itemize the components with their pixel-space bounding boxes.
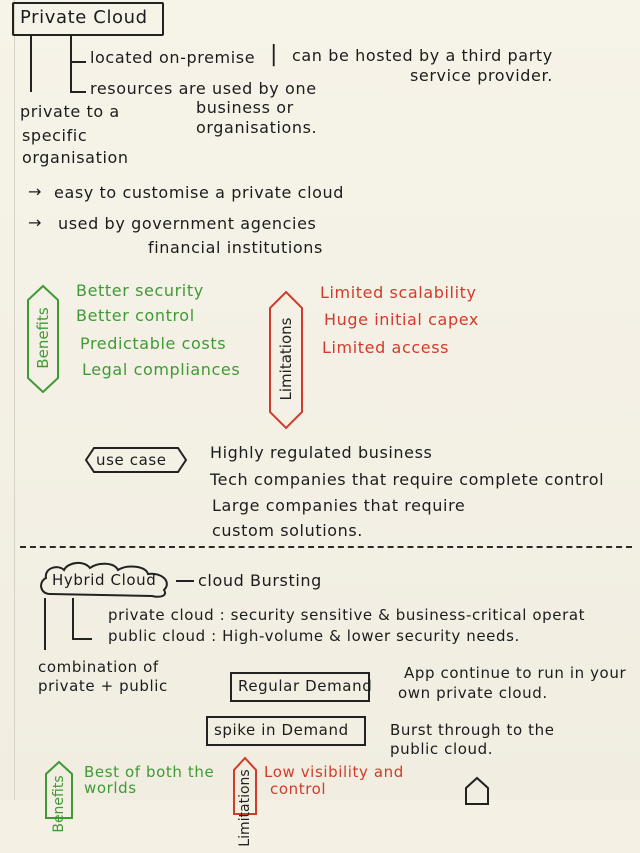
hybrid-limitation-item: Low visibility and <box>264 763 404 781</box>
private-side-note-2: specific <box>22 126 88 145</box>
partial-hexagon-cutoff <box>464 776 490 806</box>
hybrid-benefit-item: Best of both the <box>84 763 215 781</box>
hybrid-limitations-label: Limitations <box>237 769 253 847</box>
private-branch-separator: | <box>270 42 279 67</box>
private-branch-thirdparty-2: service provider. <box>410 66 553 85</box>
usecase-item: custom solutions. <box>212 521 363 540</box>
hybrid-limitation-item-2: control <box>270 780 327 798</box>
page-margin-line <box>14 0 15 800</box>
limitation-item: Huge initial capex <box>324 310 479 329</box>
limitation-item: Limited scalability <box>320 283 477 302</box>
usecase-item: Tech companies that require complete control <box>210 470 605 489</box>
hybrid-cloud-title: Hybrid Cloud <box>52 571 157 589</box>
limitation-item: Limited access <box>322 338 450 357</box>
private-point-usedby: used by government agencies <box>58 214 317 233</box>
hybrid-side-note-2: private + public <box>38 677 168 695</box>
hybrid-branch-bursting: cloud Bursting <box>198 571 322 590</box>
private-cloud-title: Private Cloud <box>20 7 148 28</box>
hybrid-benefits-label: Benefits <box>51 775 67 833</box>
tree-line <box>72 638 92 640</box>
hybrid-private-line: private cloud : security sensitive & business-critical operat <box>108 606 586 624</box>
private-branch-onpremise: located on-premise <box>90 48 256 67</box>
private-side-note-3: organisation <box>22 148 129 167</box>
tree-line <box>70 91 86 93</box>
private-branch-resources: resources are used by one <box>90 79 317 98</box>
benefits-label: Benefits <box>34 307 52 369</box>
limitations-label: Limitations <box>277 317 295 401</box>
spike-demand-desc-1: Burst through to the <box>390 721 555 739</box>
benefit-item: Predictable costs <box>80 334 227 353</box>
section-divider <box>20 546 632 548</box>
benefit-item: Better security <box>76 281 204 300</box>
tree-line <box>70 34 72 92</box>
private-point-usedby-2: financial institutions <box>148 238 323 257</box>
tree-line <box>44 598 46 650</box>
spike-demand-desc-2: public cloud. <box>390 740 494 758</box>
private-branch-resources-2: business or <box>196 98 294 117</box>
regular-demand-label: Regular Demand <box>238 677 373 695</box>
usecase-label: use case <box>96 451 167 469</box>
hybrid-public-line: public cloud : High-volume & lower security needs. <box>108 627 520 645</box>
tree-line <box>176 580 194 582</box>
benefit-item: Better control <box>76 306 195 325</box>
tree-line <box>30 34 32 92</box>
hybrid-benefit-item-2: worlds <box>84 779 137 797</box>
arrow-icon: → <box>28 213 43 232</box>
usecase-item: Large companies that require <box>212 496 466 515</box>
private-side-note-1: private to a <box>20 102 120 121</box>
benefit-item: Legal compliances <box>82 360 241 379</box>
tree-line <box>72 598 74 640</box>
arrow-icon: → <box>28 182 43 201</box>
private-branch-thirdparty: can be hosted by a third party <box>292 46 553 65</box>
regular-demand-desc-1: App continue to run in your <box>404 664 627 682</box>
regular-demand-desc-2: own private cloud. <box>398 684 548 702</box>
usecase-item: Highly regulated business <box>210 443 433 462</box>
spike-demand-label: spike in Demand <box>214 721 349 739</box>
tree-line <box>70 61 86 63</box>
hybrid-side-note-1: combination of <box>38 658 159 676</box>
private-branch-resources-3: organisations. <box>196 118 318 137</box>
private-point-customise: easy to customise a private cloud <box>54 183 344 202</box>
